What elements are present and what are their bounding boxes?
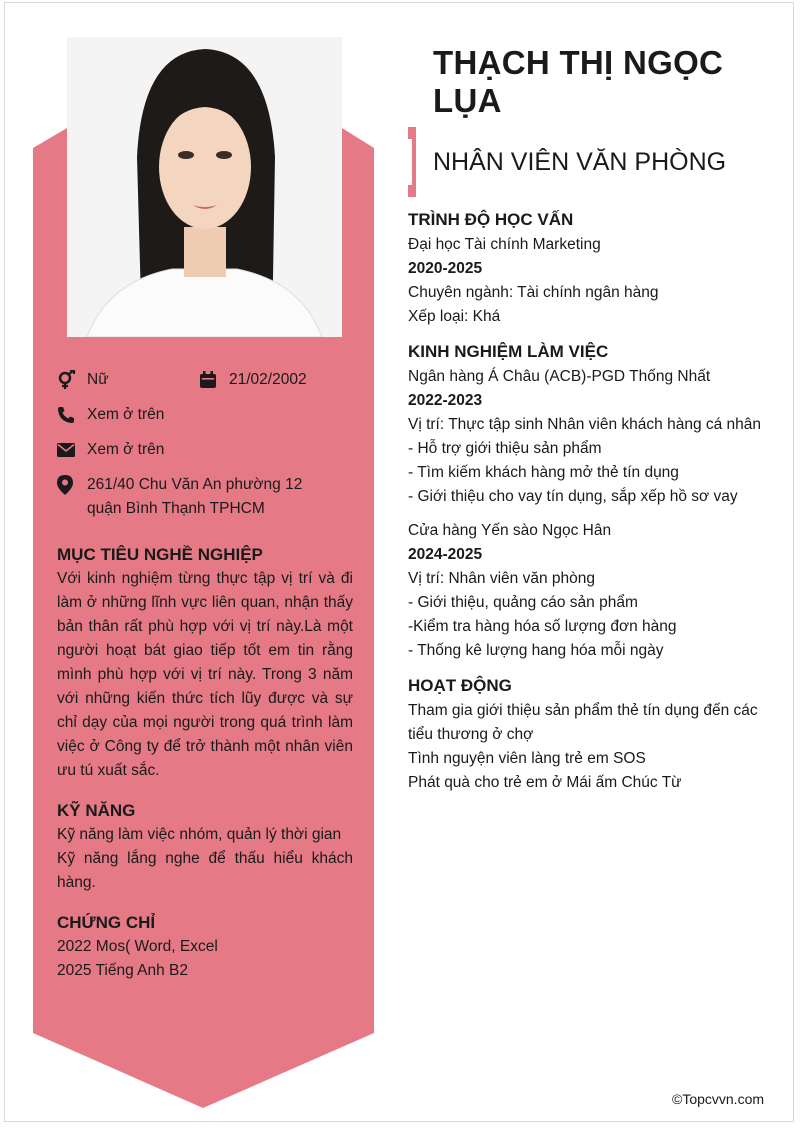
certificates-title: CHỨNG CHỈ: [57, 913, 156, 932]
experience-line: - Giới thiệu cho vay tín dụng, sắp xếp hồ sơ vay: [408, 488, 738, 505]
address-row: [57, 473, 353, 521]
activities-section: [408, 673, 778, 795]
experience-line: - Thống kê lượng hang hóa mỗi ngày: [408, 642, 664, 659]
email-text: Xem ở trên: [87, 441, 165, 458]
experience-title: KINH NGHIỆM LÀM VIỆC: [408, 342, 609, 361]
candidate-name: THẠCH THỊ NGỌC LỤA: [433, 44, 724, 119]
gender-birthday-row: [57, 368, 353, 403]
birthday-row: [199, 368, 341, 392]
phone-row: [57, 403, 353, 427]
experience-company: Cửa hàng Yến sào Ngọc Hân: [408, 522, 612, 539]
experience-line: Vị trí: Nhân viên văn phòng: [408, 570, 595, 587]
objective-section: [57, 543, 353, 783]
location-icon: [57, 473, 87, 497]
activity-item: Phát quà cho trẻ em ở Mái ấm Chúc Từ: [408, 774, 682, 791]
address-text: [87, 473, 302, 521]
objective-text: Với kinh nghiệm từng thực tập vị trí và đi làm ở những lĩnh vực liên quan, nhận thấy bản thân rất phù hợp với vị trí này.Là một người hoạt bát giao tiếp tốt em tin rằng mình phù hợp với vị trí này. Trong 3 năm với những kiến thức tích lũy được và sự chỉ dạy của mọi người trong quá trình làm việc ở Công ty để trở thành một nhân viên ưu tú xuất sắc.: [57, 570, 353, 779]
skills-line-1: Kỹ năng làm việc nhóm, quản lý thời gian: [57, 826, 342, 843]
experience-line: - Tìm kiếm khách hàng mở thẻ tín dụng: [408, 464, 679, 481]
email-row: [57, 438, 353, 462]
profile-photo: [67, 37, 342, 337]
certificates-section: [57, 911, 353, 983]
accent-bar: [408, 127, 416, 197]
gender-row: [57, 368, 199, 392]
certificate-item: 2025 Tiếng Anh B2: [57, 962, 189, 979]
skills-line-2: Kỹ năng lắng nghe để thấu hiểu khách hàng.: [57, 850, 353, 891]
phone-text: Xem ở trên: [87, 406, 165, 423]
calendar-icon: [199, 368, 229, 392]
birthday-text: 21/02/2002: [229, 371, 307, 388]
gender-icon: [57, 368, 87, 392]
experience-years: 2022-2023: [408, 392, 483, 409]
skills-section: [57, 799, 353, 895]
job-title: NHÂN VIÊN VĂN PHÒNG: [433, 148, 727, 176]
certificate-item: 2022 Mos( Word, Excel: [57, 938, 218, 955]
address-line-1: 261/40 Chu Văn An phường 12: [87, 476, 303, 493]
activities-title: HOẠT ĐỘNG: [408, 676, 512, 695]
activity-item: Tham gia giới thiệu sản phẩm thẻ tín dụng đến các tiểu thương ở chợ: [408, 702, 758, 743]
education-major: Chuyên ngành: Tài chính ngân hàng: [408, 284, 659, 301]
education-years: 2020-2025: [408, 260, 483, 277]
right-content: [408, 207, 778, 795]
objective-title: MỤC TIÊU NGHỀ NGHIỆP: [57, 545, 263, 564]
footer-credit: ©Topcvvn.com: [672, 1091, 765, 1107]
gender-text: Nữ: [87, 371, 109, 388]
left-content: [57, 368, 353, 983]
experience-line: - Giới thiệu, quảng cáo sản phẩm: [408, 594, 638, 611]
experience-item: [408, 365, 778, 509]
address-line-2: quận Bình Thạnh TPHCM: [87, 500, 265, 517]
education-school: Đại học Tài chính Marketing: [408, 236, 601, 253]
activity-item: Tình nguyện viên làng trẻ em SOS: [408, 750, 646, 767]
skills-title: KỸ NĂNG: [57, 801, 136, 820]
experience-company: Ngân hàng Á Châu (ACB)-PGD Thống Nhất: [408, 368, 711, 385]
experience-section: [408, 339, 778, 663]
experience-line: -Kiểm tra hàng hóa số lượng đơn hàng: [408, 618, 677, 635]
education-rank: Xếp loại: Khá: [408, 308, 501, 325]
phone-icon: [57, 403, 87, 427]
education-section: [408, 207, 778, 329]
experience-line: - Hỗ trợ giới thiệu sản phẩm: [408, 440, 602, 457]
experience-line: Vị trí: Thực tập sinh Nhân viên khách hàng cá nhân: [408, 416, 762, 433]
education-title: TRÌNH ĐỘ HỌC VẤN: [408, 210, 574, 229]
experience-years: 2024-2025: [408, 546, 483, 563]
experience-item: [408, 519, 778, 663]
email-icon: [57, 438, 87, 462]
